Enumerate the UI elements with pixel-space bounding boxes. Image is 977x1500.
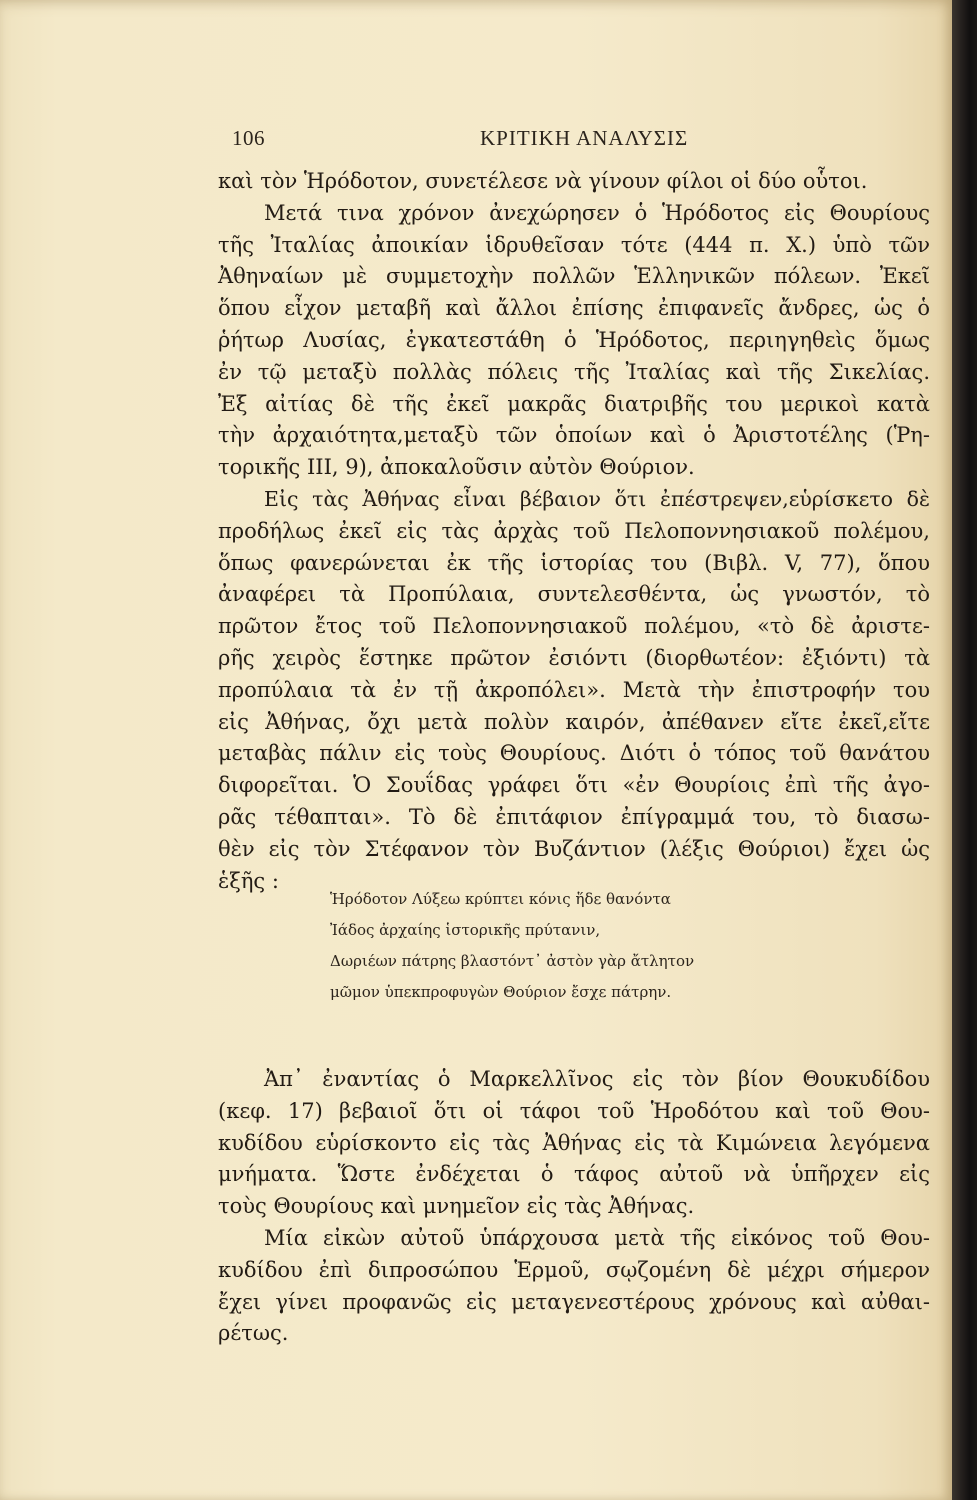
text-line: εἰς Ἀθήνας, ὄχι μετὰ πολὺν καιρόν, ἀπέθανεν εἴτε ἐκεῖ,εἴτε bbox=[218, 709, 930, 734]
page-number: 106 bbox=[232, 126, 265, 150]
text-line: τοὺς Θουρίους καὶ μνημεῖον εἰς τὰς Ἀθήνας. bbox=[218, 1194, 695, 1219]
text-line: κυδίδου ἐπὶ διπροσώπου Ἑρμοῦ, σῳζομένη δὲ μέχρι σήμερον bbox=[218, 1257, 930, 1282]
text-line: Μετά τινα χρόνον ἀνεχώρησεν ὁ Ἡρόδοτος εἰς Θουρίους bbox=[264, 200, 930, 225]
text-line: προδήλως ἐκεῖ εἰς τὰς ἀρχὰς τοῦ Πελοποννησιακοῦ πολέμου, bbox=[218, 518, 930, 543]
body-text-block-1 bbox=[218, 166, 930, 897]
text-line: Ἀθηναίων μὲ συμμετοχὴν πολλῶν Ἑλληνικῶν πόλεων. Ἐκεῖ bbox=[218, 264, 930, 289]
text-line: Ἀπ᾽ ἐναντίας ὁ Μαρκελλῖνος εἰς τὸν βίον Θουκυδίδου bbox=[264, 1067, 930, 1091]
text-line: ρῆς χειρὸς ἕστηκε πρῶτον ἐσιόντι (διορθωτέον: ἐξιόντι) τὰ bbox=[218, 645, 930, 670]
text-line: διφορεῖται. Ὁ Σουΐδας γράφει ὅτι «ἐν Θουρίοις ἐπὶ τῆς ἀγο- bbox=[218, 773, 930, 798]
text-line: ἑξῆς : bbox=[218, 868, 279, 893]
epigram-line: Ἡρόδοτον Λύξεω κρύπτει κόνις ἥδε θανόντα bbox=[330, 890, 671, 908]
book-edge bbox=[952, 0, 977, 1500]
text-line: κυδίδου εὑρίσκοντο εἰς τὰς Ἀθήνας εἰς τὰ Κιμώνεια λεγόμενα bbox=[218, 1130, 930, 1155]
epigram bbox=[330, 884, 830, 1008]
text-line: (κεφ. 17) βεβαιοῖ ὅτι οἱ τάφοι τοῦ Ἡροδότου καὶ τοῦ Θου- bbox=[218, 1098, 930, 1123]
epigram-line: μῶμον ὑπεκπροφυγὼν Θούριον ἔσχε πάτρην. bbox=[330, 983, 672, 1001]
text-line: Ἐξ αἰτίας δὲ τῆς ἐκεῖ μακρᾶς διατριβῆς του μερικοὶ κατὰ bbox=[218, 391, 930, 416]
text-line: ρέτως. bbox=[218, 1321, 289, 1346]
epigram-line: Ἰάδος ἀρχαίης ἱστορικῆς πρύτανιν, bbox=[330, 921, 601, 939]
body-text-block-2 bbox=[218, 1064, 930, 1350]
running-header bbox=[232, 126, 932, 152]
text-line: ἔχει γίνει προφανῶς εἰς μεταγενεστέρους χρόνους καὶ αὐθαι- bbox=[218, 1289, 930, 1314]
text-line: Μία εἰκὼν αὐτοῦ ὑπάρχουσα μετὰ τῆς εἰκόνος τοῦ Θου- bbox=[264, 1225, 930, 1250]
text-line: ὅπου εἶχον μεταβῆ καὶ ἄλλοι ἐπίσης ἐπιφανεῖς ἄνδρες, ὡς ὁ bbox=[218, 296, 930, 321]
text-line: τῆς Ἰταλίας ἀποικίαν ἱδρυθεῖσαν τότε (444 π. Χ.) ὑπὸ τῶν bbox=[218, 232, 930, 257]
text-line: καὶ τὸν Ἡρόδοτον, συνετέλεσε νὰ γίνουν φίλοι οἱ δύο οὗτοι. bbox=[218, 169, 868, 193]
text-line: πρῶτον ἔτος τοῦ Πελοποννησιακοῦ πολέμου, «τὸ δὲ ἀριστε- bbox=[218, 614, 930, 639]
text-line: ὅπως φανερώνεται ἐκ τῆς ἱστορίας του (Βιβλ. V, 77), ὅπου bbox=[218, 550, 930, 575]
text-line: Εἰς τὰς Ἀθήνας εἶναι βέβαιον ὅτι ἐπέστρεψεν,εὑρίσκετο δὲ bbox=[264, 486, 930, 511]
text-line: ἐν τῷ μεταξὺ πολλὰς πόλεις τῆς Ἰταλίας καὶ τῆς Σικελίας. bbox=[218, 359, 930, 384]
epigram-line: Δωριέων πάτρης βλαστόντ᾽ ἀστὸν γὰρ ἄτλητον bbox=[330, 952, 695, 970]
text-line: προπύλαια τὰ ἐν τῇ ἀκροπόλει». Μετὰ τὴν ἐπιστροφήν του bbox=[218, 677, 930, 702]
text-line: τορικῆς III, 9), ἀποκαλοῦσιν αὐτὸν Θούριον. bbox=[218, 455, 695, 480]
text-line: μνήματα. Ὥστε ἐνδέχεται ὁ τάφος αὐτοῦ νὰ ὑπῆρχεν εἰς bbox=[218, 1162, 930, 1187]
text-line: ρᾶς τέθαπται». Τὸ δὲ ἐπιτάφιον ἐπίγραμμά του, τὸ διασω- bbox=[218, 804, 930, 829]
text-line: ῥήτωρ Λυσίας, ἐγκατεστάθη ὁ Ἡρόδοτος, περιηγηθεὶς ὅμως bbox=[218, 327, 930, 352]
text-line: ἀναφέρει τὰ Προπύλαια, συντελεσθέντα, ὡς γνωστόν, τὸ bbox=[218, 582, 930, 607]
running-title: ΚΡΙΤΙΚΗ ΑΝΑΛΥΣΙΣ bbox=[480, 126, 689, 150]
text-line: τὴν ἀρχαιότητα,μεταξὺ τῶν ὁποίων καὶ ὁ Ἀριστοτέλης (Ῥη- bbox=[218, 423, 930, 448]
text-line: θὲν εἰς τὸν Στέφανον τὸν Βυζάντιον (λέξις Θούριοι) ἔχει ὡς bbox=[218, 836, 930, 861]
text-line: μεταβὰς πάλιν εἰς τοὺς Θουρίους. Διότι ὁ τόπος τοῦ θανάτου bbox=[218, 741, 930, 766]
